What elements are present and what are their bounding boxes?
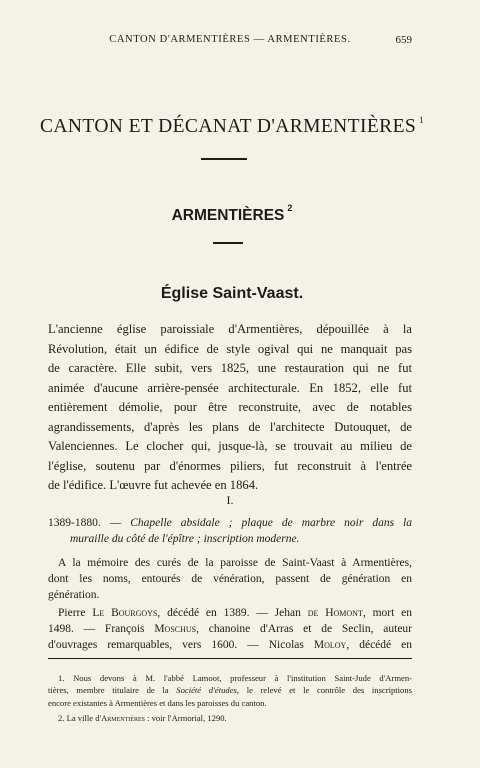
entry-dates: 1389-1880. — [48, 517, 122, 529]
place-name: Armentières [101, 713, 145, 724]
text-line: entièrement démolie, pour être reconstruite, avec de notables [48, 400, 412, 414]
text-line: agrandissements, d'après les plans de l'architecte Dutouquet, de [48, 419, 412, 434]
names-line: Pierre Le Bourgoys, décédé en 1389. — Jehan de Homont, mort en [58, 607, 412, 619]
title-divider [201, 158, 247, 160]
person-name: de Homont [307, 607, 363, 619]
person-name: Moschus [154, 623, 197, 635]
inscription-line: A la mémoire des curés de la paroisse de Saint-Vaast à Armentières, [58, 557, 412, 569]
person-name: Moloy [313, 639, 347, 651]
main-title-text: CANTON ET DÉCANAT D'ARMENTIÈRES [40, 116, 417, 137]
main-title [40, 115, 424, 138]
footnote-2 [48, 712, 412, 724]
entry-line [48, 515, 412, 531]
main-title-footnote-ref: 1 [419, 115, 425, 125]
running-head-title: CANTON D'ARMENTIÈRES — ARMENTIÈRES. [109, 34, 351, 45]
footnotes [48, 672, 412, 728]
footnote-line: tières, membre titulaire de la Société d'études, le relevé et le contrôle des inscriptions [48, 685, 412, 696]
footnote-line: 1. Nous devons à M. l'abbé Lamoot, professeur à l'institution Saint-Jude d'Armen- [58, 673, 412, 683]
footnote-divider [48, 658, 412, 659]
footnote-line: encore existantes à Armentières et dans les paroisses du canton. [48, 697, 267, 708]
entry-description-cont: muraille du côté de l'épître ; inscription moderne. [70, 533, 300, 545]
sub-title-text: ARMENTIÈRES [171, 207, 285, 224]
text-line: de caractère. Elle subit, vers 1825, une restauration qui ne fut [48, 361, 412, 375]
sub-title [40, 203, 424, 225]
text-line: l'église, soutenu par d'énormes piliers, fut reconstruit à l'entrée [48, 458, 412, 473]
text-line: animée d'aucune arrière-pensée architecturale. En 1852, elle fut [48, 380, 412, 395]
text-line: Révolution, était un édifice de style ogival qui ne manquait pas [48, 341, 412, 356]
footnote-1 [48, 672, 412, 709]
page-number: 659 [395, 34, 412, 46]
intro-paragraph [48, 320, 412, 496]
names-line: d'ouvrages remarquables, vers 1600. — Nicolas Moloy, décédé en [48, 639, 412, 651]
sub-title-footnote-ref: 2 [287, 203, 293, 213]
section-title: Église Saint-Vaast. [160, 285, 304, 302]
inscription-line: génération. [48, 589, 100, 601]
section-number: I. [226, 493, 234, 507]
inscription-line: dont les noms, entourés de vénération, passent de génération en [48, 573, 412, 585]
person-name: Le Bourgoys [92, 607, 158, 619]
text-line: de l'édifice. L'œuvre fut achevée en 1864. [48, 478, 259, 492]
inscription-entry-heading [48, 515, 412, 547]
names-line: 1498. — François Moschus, chanoine d'Arras et de Seclin, auteur [48, 623, 412, 635]
society-name: Société d'études [176, 685, 237, 696]
text-line: L'ancienne église paroissiale d'Armentières, dépouillée à la [48, 322, 412, 336]
inscription-text [48, 555, 412, 653]
text-line: Valenciennes. Le clocher qui, jusque-là, se trouvait au milieu de [48, 439, 412, 453]
running-head [48, 34, 412, 50]
subtitle-divider [213, 242, 243, 244]
entry-description: Chapelle absidale ; plaque de marbre noir dans la [130, 517, 413, 529]
footnote-line: 2. La ville d'Armentières : voir l'Armorial, 1290. [58, 713, 227, 724]
